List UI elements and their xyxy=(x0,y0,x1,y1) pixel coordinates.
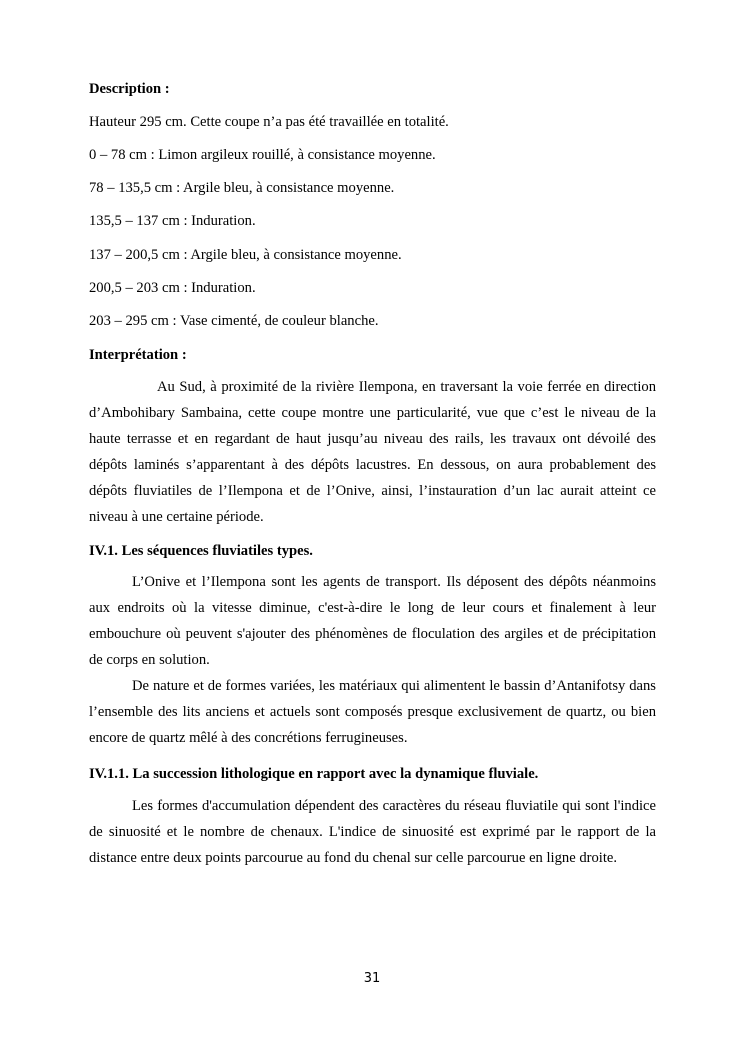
page-number: 31 xyxy=(363,971,381,986)
description-line: Hauteur 295 cm. Cette coupe n’a pas été travaillée en totalité. xyxy=(89,114,449,130)
description-heading: Description : xyxy=(89,81,170,97)
section-iv1-paragraph: L’Onive et l’Ilempona sont les agents de transport. Ils déposent des dépôts néanmoins aux endroits où la vitesse diminue, c'est-à-dire le long de leur cours et finalement à leur embouchure où peuvent s'ajouter des phénomènes de floculation des argiles et de précipitation de corps en solution. xyxy=(89,574,656,668)
description-line: 203 – 295 cm : Vase cimenté, de couleur blanche. xyxy=(89,313,379,329)
section-iv1-paragraph: De nature et de formes variées, les matériaux qui alimentent le bassin d’Antanifotsy dans l’ensemble des lits anciens et actuels sont composés presque exclusivement de quartz, ou bien encore de quartz mêlé à des concrétions ferrugineuses. xyxy=(89,678,656,746)
description-line: 0 – 78 cm : Limon argileux rouillé, à consistance moyenne. xyxy=(89,147,436,163)
interpretation-heading: Interprétation : xyxy=(89,347,187,363)
description-line: 200,5 – 203 cm : Induration. xyxy=(89,280,256,296)
description-line: 135,5 – 137 cm : Induration. xyxy=(89,213,256,229)
section-iv1-heading: IV.1. Les séquences fluviatiles types. xyxy=(89,543,313,559)
section-iv11-heading: IV.1.1. La succession lithologique en rapport avec la dynamique fluviale. xyxy=(89,766,539,782)
description-line: 137 – 200,5 cm : Argile bleu, à consistance moyenne. xyxy=(89,247,402,263)
interpretation-paragraph: Au Sud, à proximité de la rivière Ilempona, en traversant la voie ferrée en direction d’Ambohibary Sambaina, cette coupe montre une particularité, vue que c’est le niveau de la haute terrasse et en regardant de haut jusqu’au niveau des rails, les travaux ont dévoilé des dépôts laminés s’apparentant à des dépôts lacustres. En dessous, on aura probablement des dépôts fluviatiles de l’Ilempona et de l’Onive, ainsi, l’instauration d’un lac aurait atteint ce niveau à une certaine période. xyxy=(89,379,656,525)
description-line: 78 – 135,5 cm : Argile bleu, à consistance moyenne. xyxy=(89,180,395,196)
section-iv11-paragraph: Les formes d'accumulation dépendent des caractères du réseau fluviatile qui sont l'indice de sinuosité et le nombre de chenaux. L'indice de sinuosité est exprimé par le rapport de la distance entre deux points parcourue au fond du chenal sur celle parcourue en ligne droite. xyxy=(89,798,656,866)
